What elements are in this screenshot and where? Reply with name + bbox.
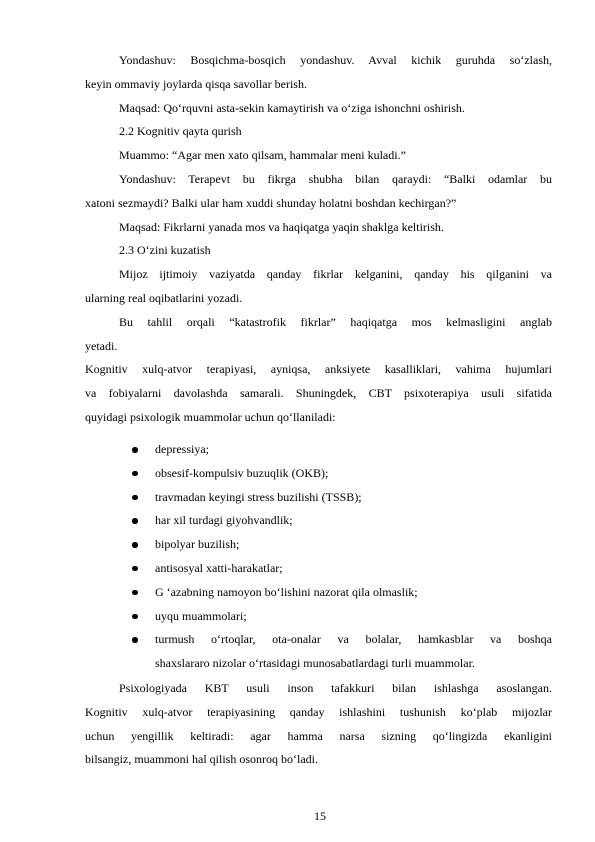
list-item-text: har xil turdagi giyohvandlik;: [155, 513, 293, 528]
bullet-icon: [132, 518, 138, 524]
text-line: uchun yengillik keltiradi: agar hamma narsa sizning qo‘lingizda ekanligini: [85, 728, 552, 743]
text-line: keyin ommaviy joylarda qisqa savollar berish.: [85, 76, 307, 91]
list-item: [155, 605, 552, 629]
list-item: [155, 486, 552, 510]
list-item-text: depressiya;: [155, 442, 209, 456]
list-item: [155, 557, 552, 581]
body-text-top: [85, 49, 552, 430]
text-line: Kognitiv xulq-atvor terapiyasi, ayniqsa, anksiyete kasalliklari, vahima hujumlari: [85, 362, 552, 377]
text-line: 2.3 O‘zini kuzatish: [119, 243, 211, 258]
bullet-icon: [132, 637, 138, 643]
list-item: [155, 628, 552, 676]
body-text-bottom: [85, 677, 552, 772]
text-line: quyidagi psixologik muammolar uchun qo‘llaniladi:: [85, 409, 336, 424]
text-line: xatoni sezmaydi? Balki ular ham xuddi shunday holatni boshdan kechirgan?”: [85, 195, 457, 210]
text-line: 2.2 Kognitiv qayta qurish: [119, 124, 242, 139]
text-line: va fobiyalarni davolashda samarali. Shuningdek, CBT psixoterapiya usuli sifatida: [85, 386, 552, 401]
bullet-icon: [132, 542, 138, 548]
text-line: Bu tahlil orqali “katastrofik fikrlar” haqiqatga mos kelmasligini anglab: [119, 314, 552, 329]
text-line: Kognitiv xulq-atvor terapiyasining qanday ishlashini tushunish ko‘plab mijozlar: [85, 704, 552, 719]
text-line: yetadi.: [85, 338, 118, 353]
text-line: Mijoz ijtimoiy vaziyatda qanday fikrlar kelganini, qanday his qilganini va: [119, 267, 552, 282]
bullet-icon: [132, 614, 138, 620]
text-line: Yondashuv: Bosqichma-bosqich yondashuv. Avval kichik guruhda so‘zlash,: [119, 53, 552, 67]
list-item: [155, 533, 552, 557]
list-item-text: turmush o‘rtoqlar, ota-onalar va bolalar, hamkasblar va boshqa: [155, 632, 552, 647]
page-number: 15: [314, 809, 326, 823]
list-item: [155, 438, 552, 462]
list-item-text: uyqu muammolari;: [155, 608, 247, 623]
list-item: [155, 462, 552, 486]
text-line: Maqsad: Qo‘rquvni asta-sekin kamaytirish va o‘ziga ishonchni oshirish.: [119, 100, 465, 115]
list-item-text: antisosyal xatti-harakatlar;: [155, 560, 283, 575]
list-item-text: G ‘azabning namoyon bo‘lishini nazorat qila olmaslik;: [155, 584, 418, 599]
bullet-icon: [132, 495, 138, 501]
list-item: [155, 509, 552, 533]
text-line: Muammo: “Agar men xato qilsam, hammalar meni kuladi.”: [119, 148, 406, 163]
bullet-icon: [132, 471, 138, 477]
bullet-icon: [132, 447, 138, 453]
list-item-text: travmadan keyingi stress buzilishi (TSSB);: [155, 489, 362, 504]
list-item-text: shaxslararo nizolar o‘rtasidagi munosabatlardagi turli muammolar.: [155, 656, 475, 671]
bullet-icon: [132, 566, 138, 572]
bullet-icon: [132, 590, 138, 596]
text-line: Psixologiyada KBT usuli inson tafakkuri bilan ishlashga asoslangan.: [119, 681, 552, 695]
list-item-text: bipolyar buzilish;: [155, 537, 240, 552]
text-line: ularning real oqibatlarini yozadi.: [85, 290, 243, 305]
text-line: bilsangiz, muammoni hal qilish osonroq bo‘ladi.: [85, 752, 318, 767]
bullet-list: [155, 438, 552, 676]
text-line: Yondashuv: Terapevt bu fikrga shubha bilan qaraydi: “Balki odamlar bu: [119, 171, 552, 186]
list-item-text: obsesif-kompulsiv buzuqlik (OKB);: [155, 465, 329, 480]
list-item: [155, 581, 552, 605]
text-line: Maqsad: Fikrlarni yanada mos va haqiqatga yaqin shaklga keltirish.: [119, 219, 444, 234]
